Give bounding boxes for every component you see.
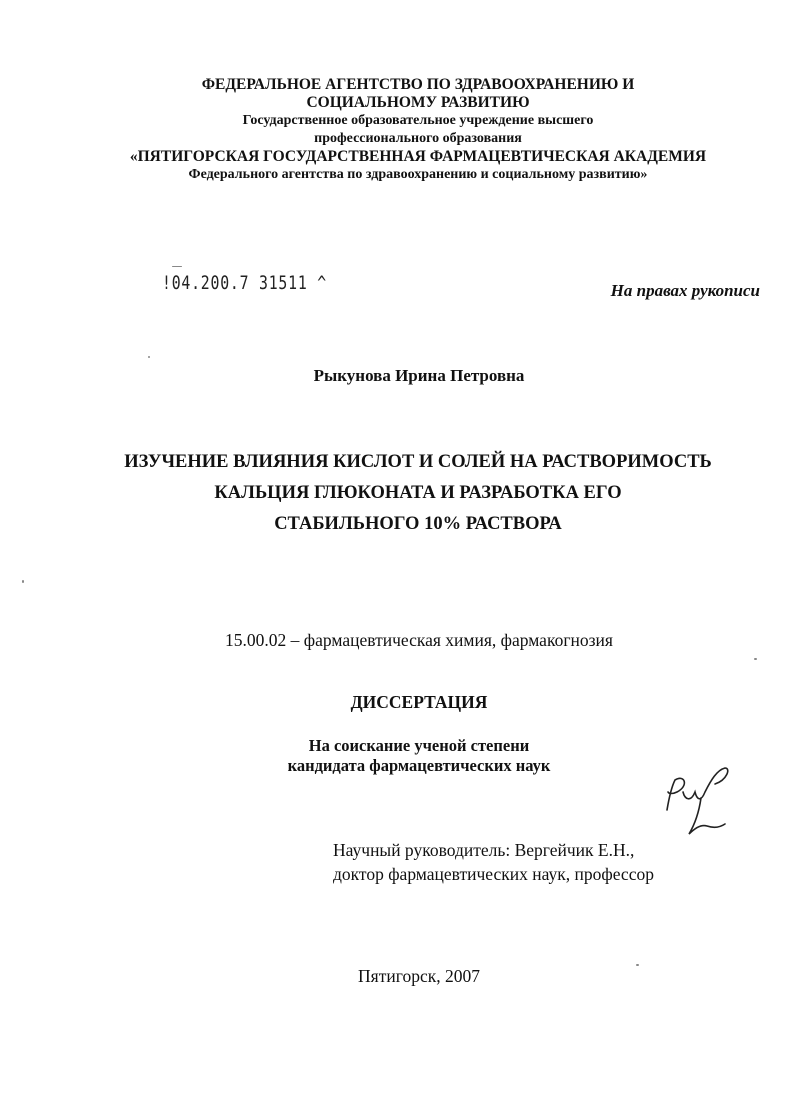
scan-speck (636, 964, 639, 966)
title-line-2: КАЛЬЦИЯ ГЛЮКОНАТА И РАЗРАБОТКА ЕГО (214, 483, 622, 503)
header-line-3: Государственное образовательное учреждение высшего (242, 113, 594, 128)
specialty-code: 15.00.02 – фармацевтическая химия, фармакогнозия (225, 630, 613, 650)
document-type: ДИССЕРТАЦИЯ (350, 692, 488, 712)
registration-stamp-number: !04.200.7 31511 ^ (162, 272, 327, 294)
scientific-supervisor (333, 838, 753, 886)
header-line-4: профессионального образования (314, 131, 522, 146)
handwritten-signature-icon (655, 762, 735, 842)
title-line-3: СТАБИЛЬНОГО 10% РАСТВОРА (274, 514, 562, 534)
title-line-1: ИЗУЧЕНИЕ ВЛИЯНИЯ КИСЛОТ И СОЛЕЙ НА РАСТВОРИМОСТЬ (124, 452, 712, 472)
city-and-year: Пятигорск, 2007 (358, 966, 480, 986)
header-line-6: Федерального агентства по здравоохранению и социальному развитию» (188, 167, 648, 182)
manuscript-rights-label: На правах рукописи (610, 281, 760, 300)
scan-speck (172, 266, 182, 267)
header-line-2: СОЦИАЛЬНОМУ РАЗВИТИЮ (306, 94, 530, 111)
scan-speck (148, 356, 150, 358)
author-name: Рыкунова Ирина Петровна (313, 366, 525, 385)
degree-line-1: На соискание ученой степени (308, 736, 530, 755)
scan-speck (754, 658, 757, 660)
supervisor-line-2: доктор фармацевтических наук, профессор (333, 864, 654, 884)
degree-line-2: кандидата фармацевтических наук (287, 756, 551, 775)
header-line-5: «ПЯТИГОРСКАЯ ГОСУДАРСТВЕННАЯ ФАРМАЦЕВТИЧЕСКАЯ АКАДЕМИЯ (129, 148, 707, 165)
scan-speck (22, 580, 24, 583)
institution-header (80, 76, 756, 184)
supervisor-line-1: Научный руководитель: Вергейчик Е.Н., (333, 840, 635, 860)
dissertation-title (60, 447, 776, 540)
header-line-1: ФЕДЕРАЛЬНОЕ АГЕНТСТВО ПО ЗДРАВООХРАНЕНИЮ И (201, 76, 635, 93)
